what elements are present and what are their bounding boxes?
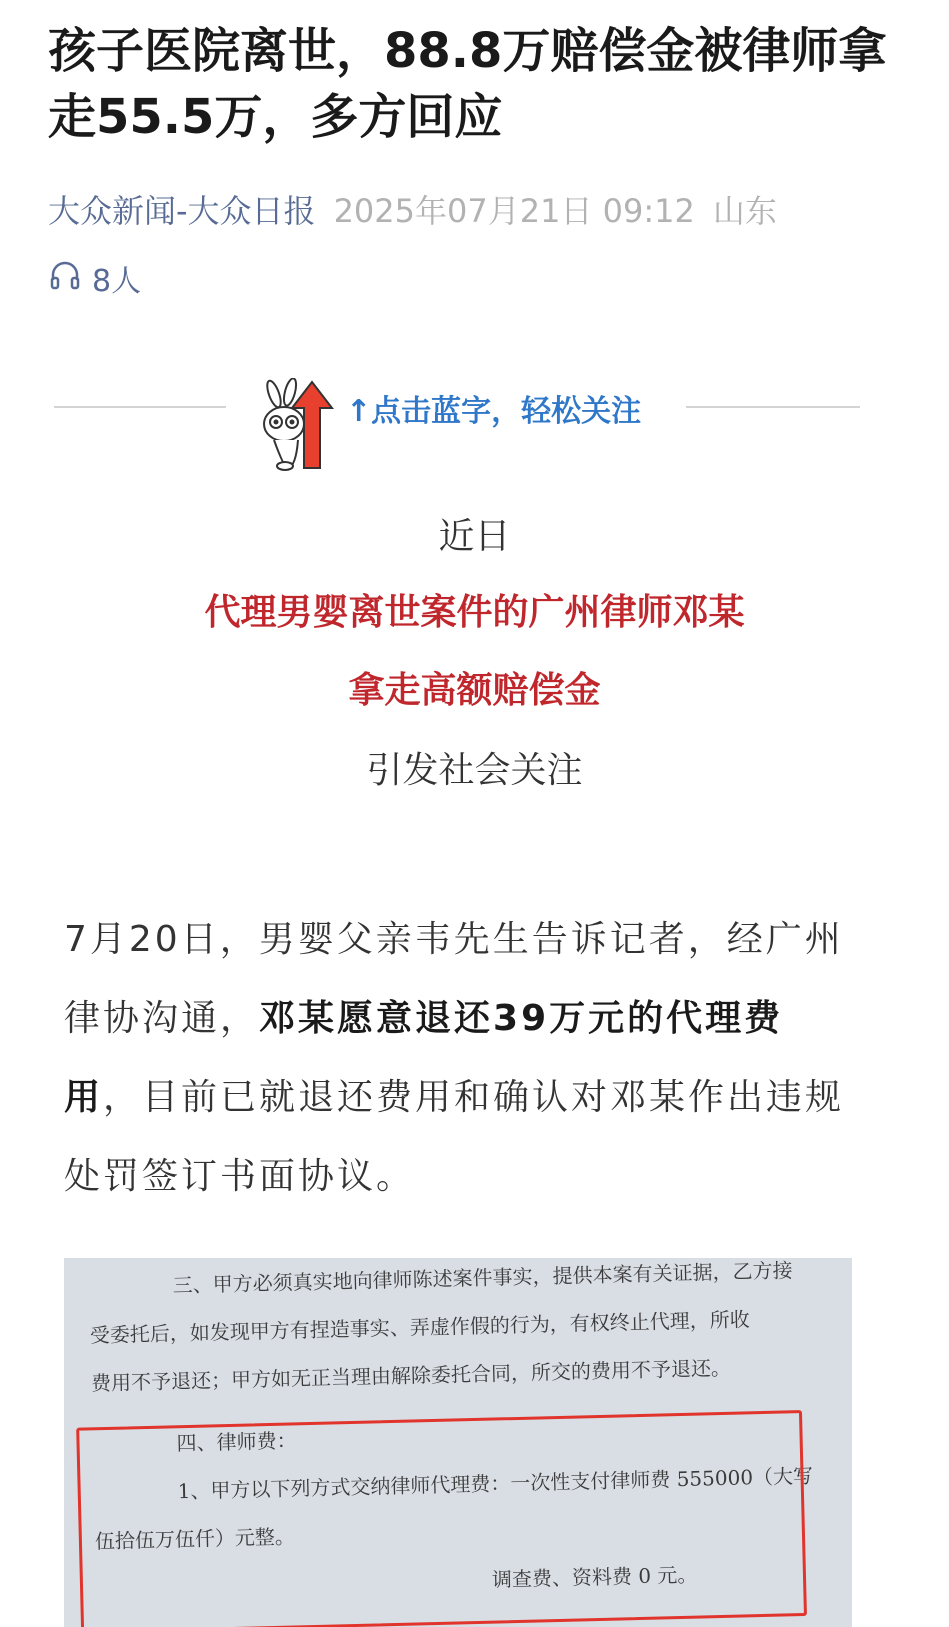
source-link[interactable]: 大众新闻-大众日报 (48, 192, 316, 230)
doc-line: 受委托后，如发现甲方有捏造事实、弄虚作假的行为，有权终止代理，所收 (89, 1307, 750, 1348)
body-paragraph (64, 900, 854, 1216)
paragraph-part-1: 7月20日，男婴父亲韦先生告诉记者，经广州律协沟通， (64, 919, 844, 1039)
lead-line-1: 近日 (438, 516, 511, 557)
article-title: 孩子医院离世，88.8万赔偿金被律师拿走55.5万，多方回应 (48, 23, 887, 145)
doc-line: 三、甲方必须真实地向律师陈述案件事实，提供本案有关证据，乙方接 (172, 1258, 793, 1298)
contract-document-image[interactable] (64, 1258, 852, 1627)
listen-count[interactable] (48, 258, 141, 305)
rabbit-mascot-with-arrow-icon (252, 378, 336, 478)
highlight-box (76, 1410, 807, 1627)
doc-line: 四、律师费： (176, 1428, 297, 1456)
publish-datetime: 2025年07月21日 09:12 (333, 192, 695, 230)
lead-line-3: 拿走高额赔偿金 (348, 670, 601, 711)
article-meta (48, 188, 908, 234)
lead-line-2: 代理男婴离世案件的广州律师邓某 (204, 592, 745, 633)
listener-count: 8人 (92, 263, 142, 299)
headphones-icon (48, 258, 92, 305)
lead-line-4: 引发社会关注 (366, 750, 583, 791)
paragraph-part-2: ，目前已就退还费用和确认对邓某作出违规处罚签订书面协议。 (64, 1077, 845, 1197)
doc-line: 调查费、资料费 0 元。 (491, 1562, 698, 1592)
doc-line: 伍拾伍万伍仟）元整。 (94, 1524, 296, 1554)
publish-region: 山东 (712, 192, 777, 230)
doc-line: 费用不予退还；甲方如无正当理由解除委托合同，所交的费用不予退还。 (90, 1355, 732, 1396)
divider-right (686, 406, 860, 408)
divider-left (54, 406, 226, 408)
follow-cta-text[interactable]: ↑点击蓝字，轻松关注 (346, 394, 642, 429)
follow-banner[interactable] (54, 378, 860, 478)
doc-line: 1、甲方以下列方式交纳律师代理费：一次性支付律师费 555000（大写 (177, 1463, 814, 1504)
paragraph-bold: 邓某愿意退还39万元的代理费用 (64, 998, 784, 1118)
